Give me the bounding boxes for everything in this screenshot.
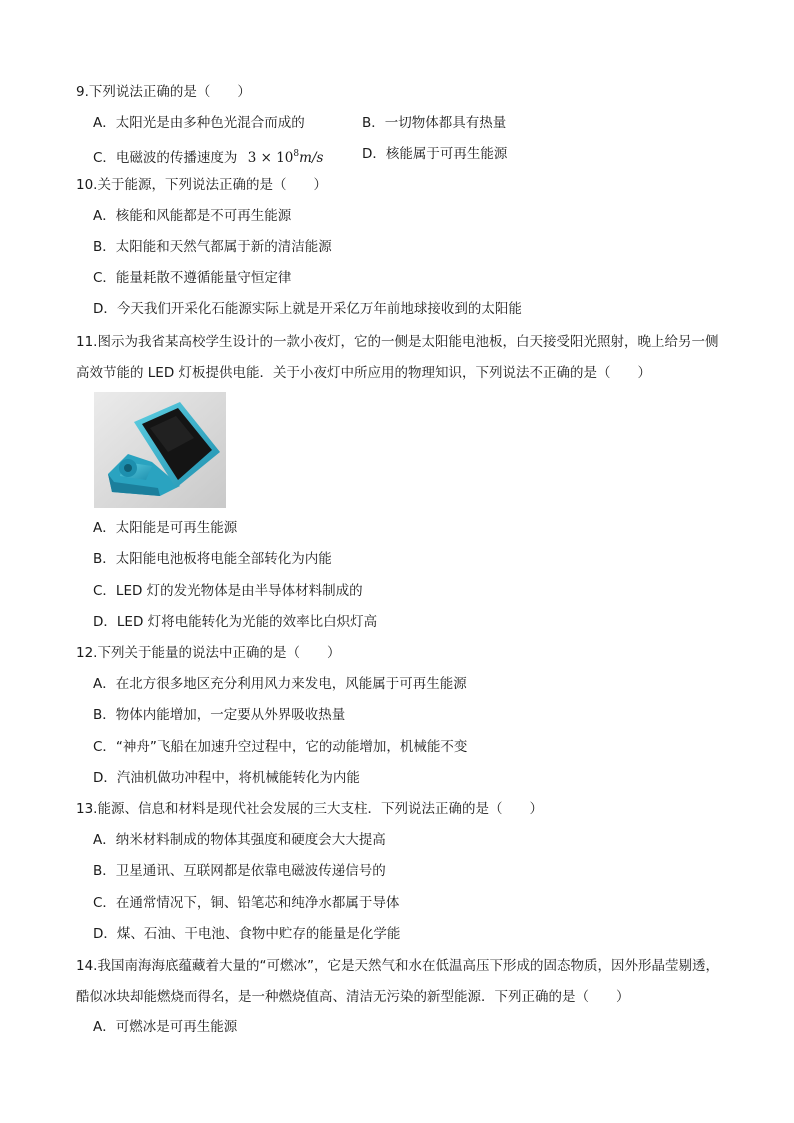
question-11-stem: 11.图示为我省某高校学生设计的一款小夜灯，它的一侧是太阳能电池板，白天接受阳光照射，晚上给另一侧高效节能的 LED 灯板提供电能．关于小夜灯中所应用的物理知识，下列说法不正确的是（ ）	[76, 334, 719, 381]
question-13-stem: 13.能源、信息和材料是现代社会发展的三大支柱．下列说法正确的是（ ）	[76, 801, 543, 817]
question-12-option-c: C．“神舟”飞船在加速升空过程中，它的动能增加，机械能不变	[93, 739, 468, 755]
question-9-option-d: D．核能属于可再生能源	[362, 146, 508, 162]
question-10-option-d: D．今天我们开采化石能源实际上就是开采亿万年前地球接收到的太阳能	[93, 301, 522, 317]
question-11-option-a: A．太阳能是可再生能源	[93, 520, 238, 536]
question-10-option-b: B．太阳能和天然气都属于新的清洁能源	[93, 239, 332, 255]
question-9-option-a: A．太阳光是由多种色光混合而成的	[93, 115, 305, 131]
question-13-option-d: D．煤、石油、干电池、食物中贮存的能量是化学能	[93, 926, 401, 942]
question-13-option-c: C．在通常情况下，铜、铅笔芯和纯净水都属于导体	[93, 895, 400, 911]
question-9-option-b: B．一切物体都具有热量	[362, 115, 507, 131]
question-14-stem: 14.我国南海海底蕴藏着大量的“可燃冰”，它是天然气和水在低温高压下形成的固态物质，因外形晶莹剔透，酷似冰块却能燃烧而得名，是一种燃烧值高、清洁无污染的新型能源．下列正确的是（ ）	[76, 958, 719, 1005]
question-12-option-a: A．在北方很多地区充分利用风力来发电，风能属于可再生能源	[93, 676, 467, 692]
question-13-option-a: A．纳米材料制成的物体其强度和硬度会大大提高	[93, 832, 386, 848]
question-9-option-c	[93, 145, 323, 167]
question-10-option-c: C．能量耗散不遵循能量守恒定律	[93, 270, 292, 286]
speed-exponent: 8	[293, 149, 300, 159]
solar-night-lamp-photo	[94, 392, 226, 508]
question-11-option-d: D．LED 灯将电能转化为光能的效率比白炽灯高	[93, 614, 378, 630]
question-12-option-d: D．汽油机做功冲程中，将机械能转化为内能	[93, 770, 360, 786]
question-10-option-a: A．核能和风能都是不可再生能源	[93, 208, 292, 224]
question-12-stem: 12.下列关于能量的说法中正确的是（ ）	[76, 645, 341, 661]
speed-formula	[248, 150, 324, 166]
question-9-stem: 9.下列说法正确的是（ ）	[76, 84, 251, 100]
question-11-option-c: C．LED 灯的发光物体是由半导体材料制成的	[93, 583, 363, 599]
question-9-option-c-text: C．电磁波的传播速度为	[93, 150, 238, 166]
question-13-option-b: B．卫星通讯、互联网都是依靠电磁波传递信号的	[93, 863, 386, 879]
speed-coefficient: 3 × 10	[247, 150, 294, 166]
question-12-option-b: B．物体内能增加，一定要从外界吸收热量	[93, 707, 346, 723]
question-14-option-a: A．可燃冰是可再生能源	[93, 1019, 238, 1035]
speed-unit: m/s	[299, 150, 324, 166]
question-11-option-b: B．太阳能电池板将电能全部转化为内能	[93, 551, 332, 567]
question-10-stem: 10.关于能源，下列说法正确的是（ ）	[76, 177, 327, 193]
